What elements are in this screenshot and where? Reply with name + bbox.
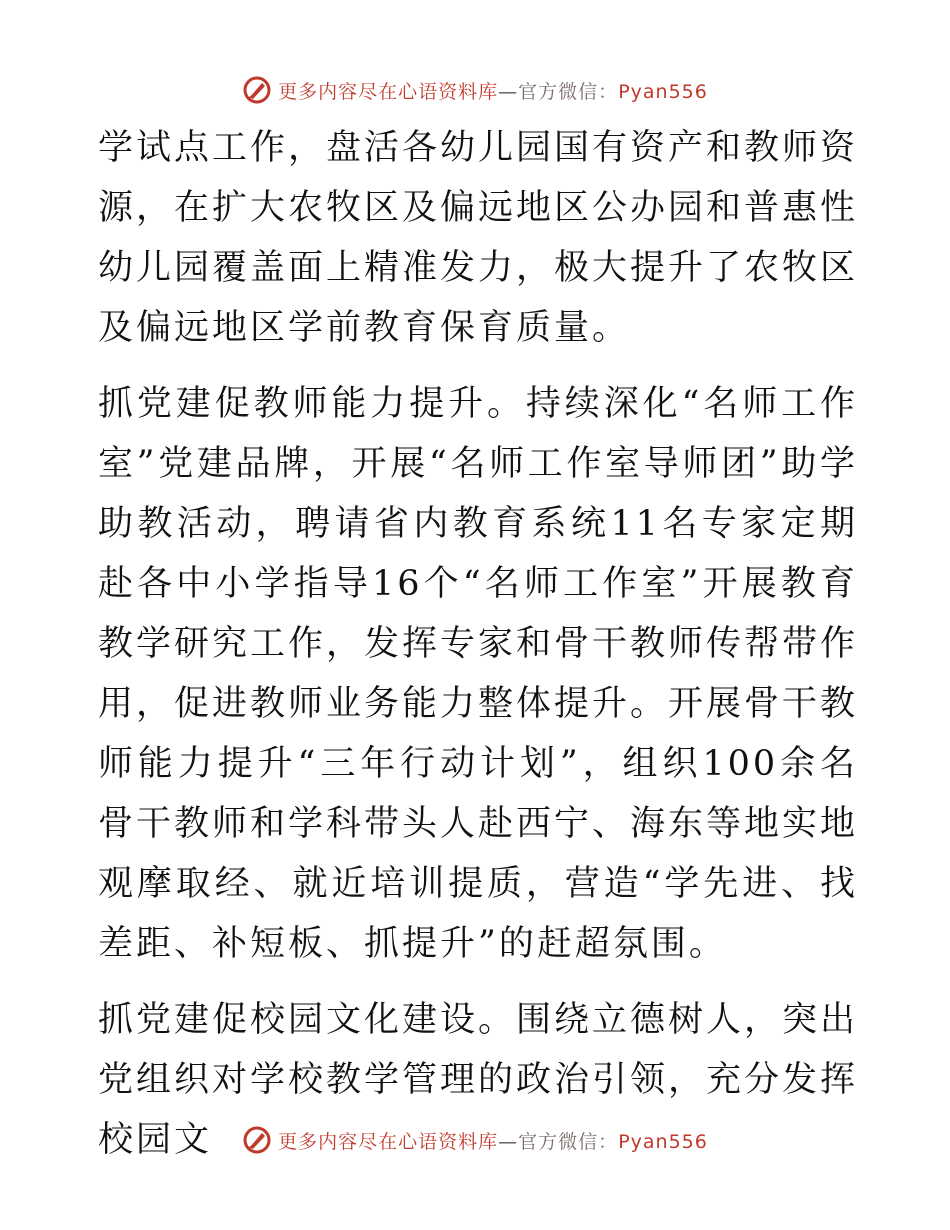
document-body [98, 118, 858, 1170]
quill-logo-icon [242, 1125, 272, 1155]
watermark-dash: — [498, 1130, 519, 1153]
paragraph-2: 抓党建促教师能力提升。持续深化“名师工作室”党建品牌，开展“名师工作室导师团”助学助教活动，聘请省内教育系统11名专家定期赴各中小学指导16个“名师工作室”开展教育教学研究工作，发挥专家和骨干教师传帮带作用，促进教师业务能力整体提升。开展骨干教师能力提升“三年行动计划”，组织100余名骨干教师和学科带头人赴西宁、海东等地实地观摩取经、就近培训提质，营造“学先进、找差距、补短板、抓提升”的赶超氛围。 [98, 384, 859, 964]
paragraph-3: 抓党建促校园文化建设。围绕立德树人，突出党组织对学校教学管理的政治引领，充分发挥校园文 [98, 1000, 859, 1160]
watermark-wechat-id: Pyan556 [618, 1130, 708, 1153]
watermark-main-text: 更多内容尽在心语资料库 [278, 1130, 499, 1153]
header-watermark [0, 70, 950, 110]
paragraph-1: 学试点工作，盘活各幼儿园国有资产和教师资源，在扩大农牧区及偏远地区公办园和普惠性幼儿园覆盖面上精准发力，极大提升了农牧区及偏远地区学前教育保育质量。 [98, 128, 859, 348]
watermark-sub-text: 官方微信： [518, 1130, 619, 1153]
quill-logo-icon [242, 75, 272, 105]
watermark-sub-text: 官方微信： [518, 80, 619, 103]
watermark-wechat-id: Pyan556 [618, 80, 708, 103]
footer-watermark [0, 1120, 950, 1160]
watermark-dash: — [498, 80, 519, 103]
watermark-main-text: 更多内容尽在心语资料库 [278, 80, 499, 103]
